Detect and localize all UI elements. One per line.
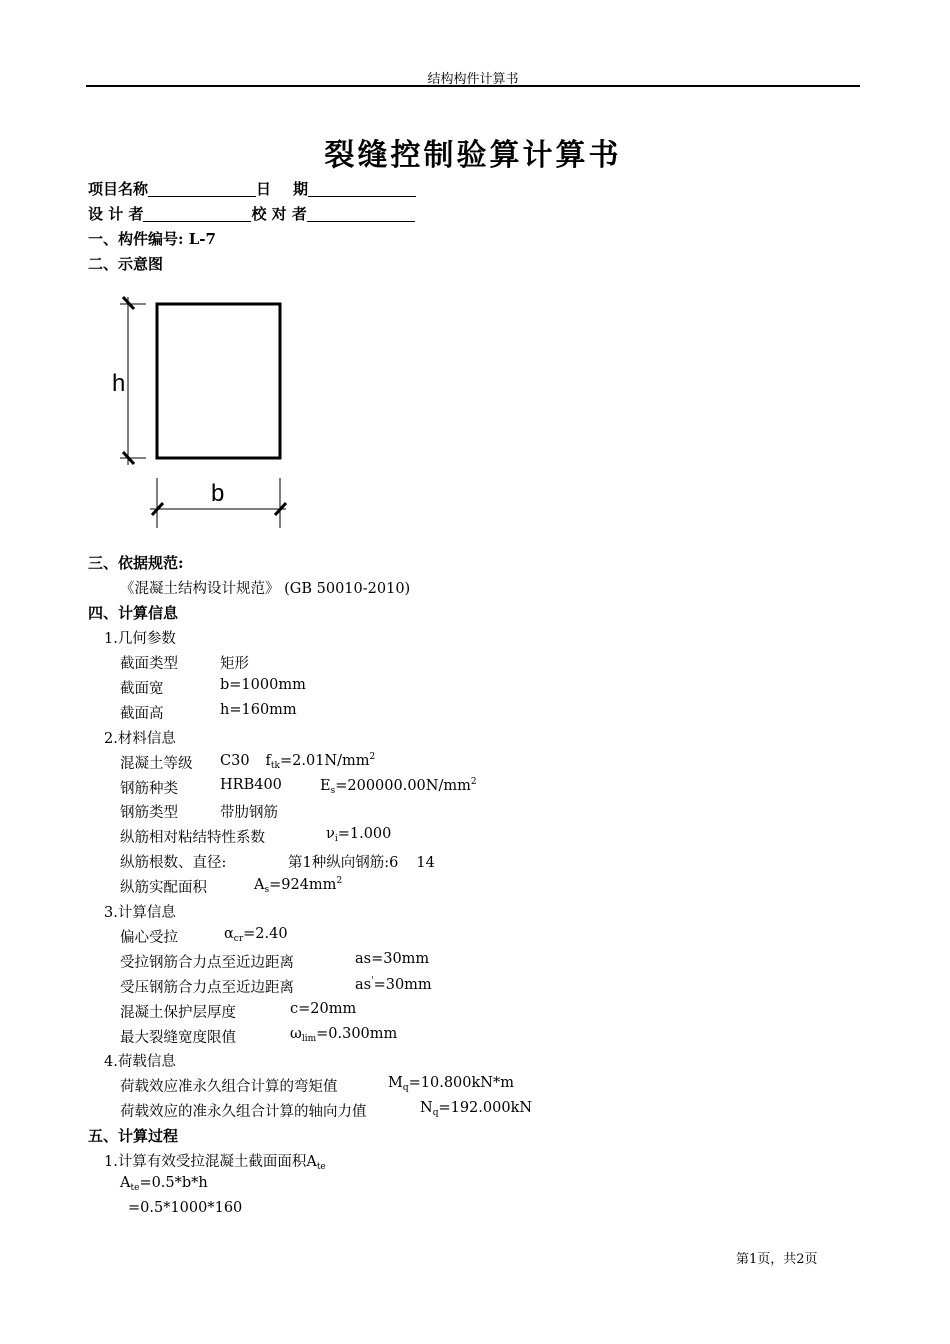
date-field[interactable] — [308, 180, 416, 197]
design-code: 《混凝土结构设计规范》 (GB 50010-2010) — [120, 581, 411, 597]
steel-type-label: 钢筋种类 — [120, 781, 178, 797]
ate-formula-substituted: =0.5*1000*160 — [128, 1200, 243, 1216]
tension-rebar-distance-label: 受拉钢筋合力点至近边距离 — [120, 955, 294, 971]
steel-area-label: 纵筋实配面积 — [120, 880, 207, 896]
bars-diameter: 14 — [416, 855, 435, 871]
material-heading: 2.材料信息 — [104, 731, 176, 747]
concrete-cover-label: 混凝土保护层厚度 — [120, 1005, 236, 1021]
designer-field[interactable] — [143, 205, 251, 222]
project-name-field[interactable] — [148, 180, 256, 197]
page-header: 结构构件计算书 — [427, 72, 519, 87]
eccentric-tension-label: 偏心受拉 — [120, 930, 178, 946]
calc-info-heading: 3.计算信息 — [104, 905, 176, 921]
compression-rebar-distance-label: 受压钢筋合力点至近边距离 — [120, 980, 294, 996]
section-diagram-figure — [100, 292, 300, 537]
section-calc-process: 五、计算过程 — [88, 1127, 179, 1145]
section-type-label: 截面类型 — [120, 656, 178, 672]
moment-label: 荷载效应准永久组合计算的弯矩值 — [120, 1079, 338, 1095]
date-label-2: 期 — [293, 180, 309, 198]
tension-rebar-distance-value: as=30mm — [355, 951, 430, 967]
section-member-id: 一、构件编号: L-7 — [88, 230, 216, 248]
steel-area-value: $A_s=924mm^2$ — [254, 876, 343, 895]
bar-type-label: 钢筋类型 — [120, 805, 178, 821]
section-type-value: 矩形 — [220, 656, 249, 672]
designer-row — [88, 203, 415, 224]
geometry-heading: 1.几何参数 — [104, 631, 176, 647]
section-diagram: 二、示意图 — [88, 255, 164, 273]
section-width-value: b=1000mm — [220, 677, 306, 693]
section-width-label: 截面宽 — [120, 681, 164, 697]
designer-label: 设 计 者 — [88, 205, 144, 223]
concrete-grade-label: 混凝土等级 — [120, 756, 193, 772]
checker-field[interactable] — [307, 205, 415, 222]
checker-label: 校 对 者 — [251, 205, 307, 223]
section-code: 三、依据规范: — [88, 554, 184, 572]
project-name-label: 项目名称 — [88, 180, 149, 198]
bond-coefficient-value: $\nu_i=1.000$ — [326, 826, 392, 844]
steel-type-value: HRB400 — [220, 777, 282, 793]
header-rule — [86, 85, 860, 87]
steel-modulus-value: $E_s=200000.00N/mm^2$ — [320, 777, 477, 796]
section-height-value: h=160mm — [220, 702, 297, 718]
load-heading: 4.荷载信息 — [104, 1054, 176, 1070]
compression-rebar-distance-value: as'=30mm — [355, 976, 432, 993]
bond-coefficient-label: 纵筋相对粘结特性系数 — [120, 830, 265, 846]
ate-formula: $A_{te}=0.5*b*h$ — [120, 1175, 208, 1193]
bars-value: 第1种纵向钢筋:6 14 — [288, 855, 435, 871]
moment-value: $M_q=10.800kN*m$ — [388, 1075, 514, 1093]
page-footer: 第1页，共2页 — [736, 1252, 818, 1267]
document-title: 裂缝控制验算计算书 — [324, 138, 622, 173]
crack-limit-label: 最大裂缝宽度限值 — [120, 1030, 236, 1046]
section-rectangle — [157, 304, 280, 458]
crack-limit-value: $\omega_{lim}=0.300mm$ — [290, 1026, 398, 1044]
axial-force-label: 荷载效应的准永久组合计算的轴向力值 — [120, 1104, 367, 1120]
section-height-label: 截面高 — [120, 706, 164, 722]
concrete-cover-value: c=20mm — [290, 1001, 357, 1017]
step1-heading: 1.计算有效受拉混凝土截面面积$A_{te}$ — [104, 1154, 326, 1172]
width-label: b — [211, 480, 225, 507]
date-label-1: 日 — [256, 180, 272, 198]
eccentric-tension-value: $\alpha_{cr}=2.40$ — [224, 926, 288, 944]
axial-force-value: $N_q=192.000kN$ — [420, 1100, 533, 1118]
bar-type-value: 带肋钢筋 — [220, 805, 278, 821]
concrete-grade-value: C30 $f_{tk}=2.01N/mm^2$ — [220, 752, 376, 771]
height-label: h — [112, 370, 126, 397]
project-name-row — [88, 178, 416, 199]
section-calc-info: 四、计算信息 — [88, 604, 179, 622]
bars-label: 纵筋根数、直径: — [120, 855, 227, 871]
